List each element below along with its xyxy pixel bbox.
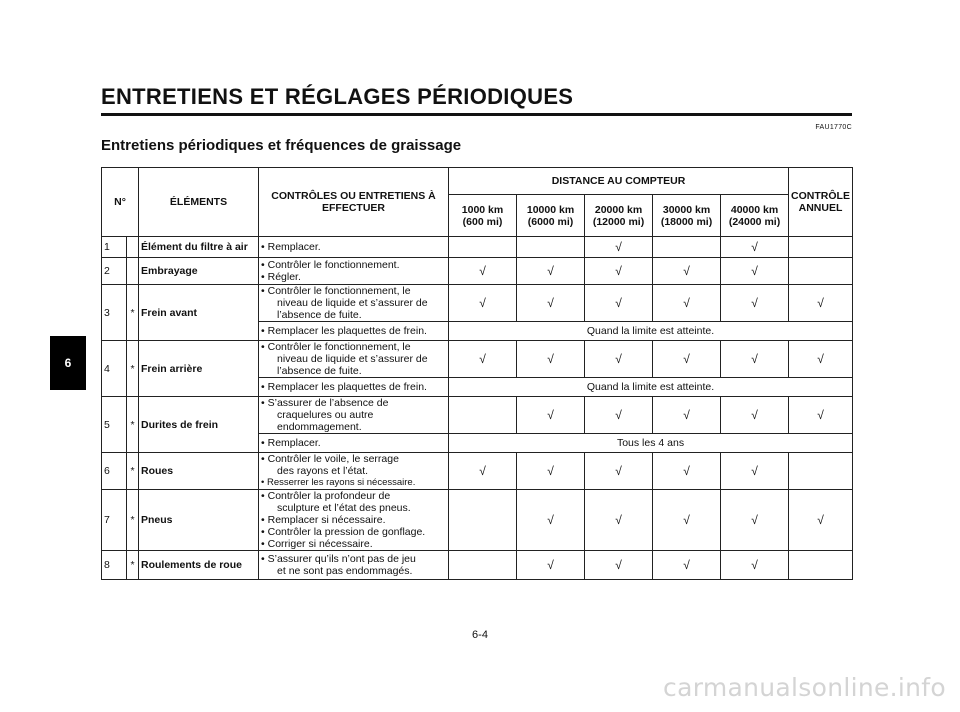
table-row <box>102 397 853 434</box>
check-cell: √ <box>585 397 653 434</box>
page-number: 6-4 <box>472 629 488 641</box>
table-row <box>102 258 853 285</box>
check-cell <box>653 237 721 258</box>
check-cell: √ <box>653 490 721 551</box>
table-row <box>102 285 853 322</box>
check-cell: √ <box>517 551 585 580</box>
chapter-tab-label: 6 <box>64 356 72 370</box>
table-row <box>102 453 853 490</box>
row-item: Frein arrière <box>139 341 259 397</box>
row-number: 3 <box>102 285 127 341</box>
header-km: 10000 km (6000 mi) <box>517 195 585 237</box>
check-cell: √ <box>721 397 789 434</box>
check-cell: √ <box>721 341 789 378</box>
row-star: * <box>127 341 139 397</box>
row-actions: • S’assurer qu’ils n’ont pas de jeu et ne sont pas endommagés. <box>259 551 449 580</box>
title-rule <box>101 113 852 116</box>
check-cell: √ <box>585 551 653 580</box>
row-sub-action: • Remplacer les plaquettes de frein. <box>259 378 449 397</box>
row-star: * <box>127 490 139 551</box>
maintenance-table <box>101 167 853 580</box>
header-km: 1000 km (600 mi) <box>449 195 517 237</box>
header-km: 20000 km (12000 mi) <box>585 195 653 237</box>
check-cell: √ <box>449 285 517 322</box>
row-number: 5 <box>102 397 127 453</box>
row-number: 7 <box>102 490 127 551</box>
check-cell: √ <box>789 285 853 322</box>
row-star: * <box>127 551 139 580</box>
check-cell: √ <box>585 453 653 490</box>
check-cell: √ <box>653 453 721 490</box>
check-cell: √ <box>449 453 517 490</box>
check-cell: √ <box>585 341 653 378</box>
check-cell: √ <box>721 237 789 258</box>
row-item: Pneus <box>139 490 259 551</box>
check-cell: √ <box>721 453 789 490</box>
table-row <box>102 490 853 551</box>
table-header-row <box>102 168 853 195</box>
check-cell: √ <box>517 397 585 434</box>
table-row <box>102 341 853 378</box>
table-row <box>102 237 853 258</box>
check-cell <box>789 453 853 490</box>
check-cell: √ <box>653 397 721 434</box>
check-cell <box>789 237 853 258</box>
row-number: 4 <box>102 341 127 397</box>
check-cell: √ <box>789 397 853 434</box>
check-cell: √ <box>721 551 789 580</box>
check-cell: √ <box>517 453 585 490</box>
section-subtitle: Entretiens périodiques et fréquences de graissage <box>101 137 462 154</box>
row-number: 6 <box>102 453 127 490</box>
check-cell: √ <box>721 490 789 551</box>
row-number: 8 <box>102 551 127 580</box>
check-cell: √ <box>789 490 853 551</box>
row-star: * <box>127 285 139 341</box>
check-cell: √ <box>721 258 789 285</box>
check-cell: √ <box>653 341 721 378</box>
row-number: 1 <box>102 237 127 258</box>
watermark: carmanualsonline.info <box>663 673 946 702</box>
check-cell: √ <box>585 237 653 258</box>
check-cell: √ <box>449 341 517 378</box>
check-cell: √ <box>517 258 585 285</box>
row-star <box>127 258 139 285</box>
row-item: Roulements de roue <box>139 551 259 580</box>
check-cell: √ <box>721 285 789 322</box>
row-star: * <box>127 397 139 453</box>
check-cell: √ <box>585 258 653 285</box>
header-km: 40000 km (24000 mi) <box>721 195 789 237</box>
table-row <box>102 551 853 580</box>
header-num: N° <box>102 168 139 237</box>
row-actions: • Remplacer. <box>259 237 449 258</box>
row-sub-action: • Remplacer. <box>259 434 449 453</box>
check-cell: √ <box>585 285 653 322</box>
header-distance: DISTANCE AU COMPTEUR <box>449 168 789 195</box>
check-cell: √ <box>449 258 517 285</box>
row-number: 2 <box>102 258 127 285</box>
row-sub-note: Quand la limite est atteinte. <box>449 322 853 341</box>
row-actions: • Contrôler la profondeur de sculpture et l’état des pneus. • Remplacer si nécessaire. • Contrôler la pression de gonflage. • Corriger si nécessaire. <box>259 490 449 551</box>
row-actions: • Contrôler le fonctionnement, le niveau de liquide et s’assurer de l’absence de fuite. <box>259 341 449 378</box>
row-star: * <box>127 453 139 490</box>
check-cell: √ <box>653 551 721 580</box>
check-cell: √ <box>585 490 653 551</box>
row-item: Durites de frein <box>139 397 259 453</box>
header-checks: CONTRÔLES OU ENTRETIENS À EFFECTUER <box>259 168 449 237</box>
reference-code: FAU1770C <box>815 124 852 131</box>
check-cell: √ <box>517 285 585 322</box>
check-cell: √ <box>653 258 721 285</box>
row-sub-note: Tous les 4 ans <box>449 434 853 453</box>
check-cell <box>449 490 517 551</box>
check-cell <box>789 551 853 580</box>
chapter-tab <box>50 336 86 390</box>
row-item: Embrayage <box>139 258 259 285</box>
header-km: 30000 km (18000 mi) <box>653 195 721 237</box>
row-item: Frein avant <box>139 285 259 341</box>
check-cell <box>449 237 517 258</box>
check-cell: √ <box>789 341 853 378</box>
row-actions: • S’assurer de l’absence de craquelures ou autre endommagement. <box>259 397 449 434</box>
check-cell <box>449 551 517 580</box>
check-cell <box>517 237 585 258</box>
row-actions: • Contrôler le fonctionnement, le niveau de liquide et s’assurer de l’absence de fuite. <box>259 285 449 322</box>
row-star <box>127 237 139 258</box>
row-actions: • Contrôler le voile, le serrage des rayons et l’état. • Resserrer les rayons si nécessaire. <box>259 453 449 490</box>
row-sub-note: Quand la limite est atteinte. <box>449 378 853 397</box>
row-item: Élément du filtre à air <box>139 237 259 258</box>
header-annual: CONTRÔLE ANNUEL <box>789 168 853 237</box>
check-cell: √ <box>517 490 585 551</box>
check-cell: √ <box>517 341 585 378</box>
row-actions: • Contrôler le fonctionnement. • Régler. <box>259 258 449 285</box>
row-item: Roues <box>139 453 259 490</box>
row-sub-action: • Remplacer les plaquettes de frein. <box>259 322 449 341</box>
check-cell: √ <box>653 285 721 322</box>
page-title: ENTRETIENS ET RÉGLAGES PÉRIODIQUES <box>101 84 574 109</box>
check-cell <box>449 397 517 434</box>
header-items: ÉLÉMENTS <box>139 168 259 237</box>
check-cell <box>789 258 853 285</box>
